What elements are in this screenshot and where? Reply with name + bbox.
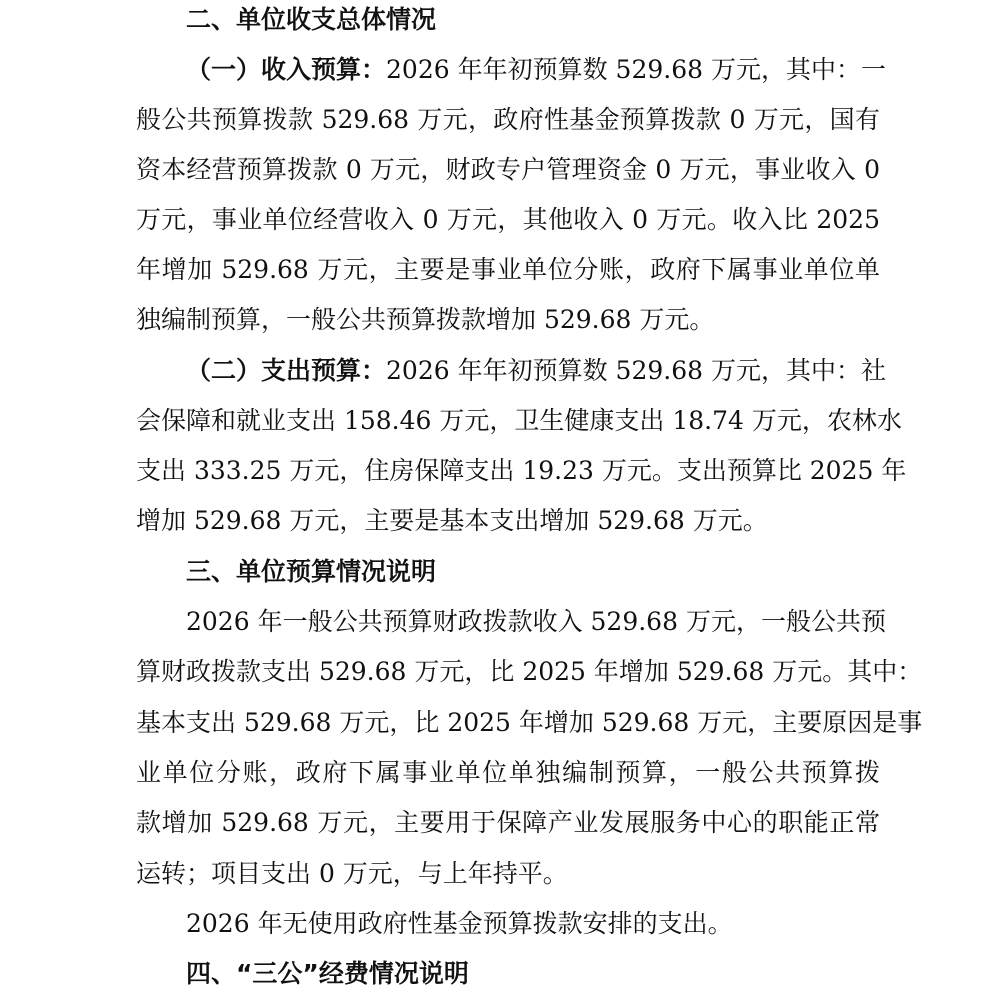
section-3-heading: 三、单位预算情况说明: [186, 557, 437, 586]
section-3-para-line-5: 款增加 529.68 万元，主要用于保障产业发展服务中心的职能正常: [136, 808, 880, 837]
income-label: （一）收入预算：: [186, 55, 387, 84]
expense-paragraph-line-4: 增加 529.68 万元，主要是基本支出增加 529.68 万元。: [136, 506, 768, 535]
expense-paragraph-line-3: 支出 333.25 万元，住房保障支出 19.23 万元。支出预算比 2025 年: [136, 456, 907, 485]
section-2-heading: 二、单位收支总体情况: [186, 5, 437, 34]
expense-paragraph-line-1: [186, 353, 886, 389]
expense-line-1-text: 2026 年年初预算数 529.68 万元，其中：社: [386, 356, 886, 385]
section-3-para-line-4: 业单位分账，政府下属事业单位单独编制预算，一般公共预算拨: [136, 758, 880, 787]
section-3-para-2: 2026 年无使用政府性基金预算拨款安排的支出。: [186, 909, 733, 938]
section-3-para-line-2: 算财政拨款支出 529.68 万元，比 2025 年增加 529.68 万元。其中：: [136, 657, 923, 686]
income-paragraph-line-2: 般公共预算拨款 529.68 万元，政府性基金预算拨款 0 万元，国有: [136, 105, 880, 134]
income-paragraph-line-5: 年增加 529.68 万元，主要是事业单位分账，政府下属事业单位单: [136, 255, 880, 284]
income-paragraph-line-6: 独编制预算，一般公共预算拨款增加 529.68 万元。: [136, 305, 715, 334]
income-paragraph-line-4: 万元，事业单位经营收入 0 万元，其他收入 0 万元。收入比 2025: [136, 205, 880, 234]
income-line-1-text: 2026 年年初预算数 529.68 万元，其中：一: [386, 55, 886, 84]
section-4-heading: 四、“三公”经费情况说明: [186, 959, 469, 988]
income-paragraph-line-1: [186, 52, 886, 88]
expense-label: （二）支出预算：: [186, 356, 387, 385]
section-3-para-line-3: 基本支出 529.68 万元，比 2025 年增加 529.68 万元，主要原因是事: [136, 708, 923, 737]
section-3-para-line-6: 运转；项目支出 0 万元，与上年持平。: [136, 859, 568, 888]
expense-paragraph-line-2: 会保障和就业支出 158.46 万元，卫生健康支出 18.74 万元，农林水: [136, 406, 902, 435]
income-paragraph-line-3: 资本经营预算拨款 0 万元，财政专户管理资金 0 万元，事业收入 0: [136, 155, 880, 184]
section-3-para-line-1: 2026 年一般公共预算财政拨款收入 529.68 万元，一般公共预: [186, 607, 886, 636]
